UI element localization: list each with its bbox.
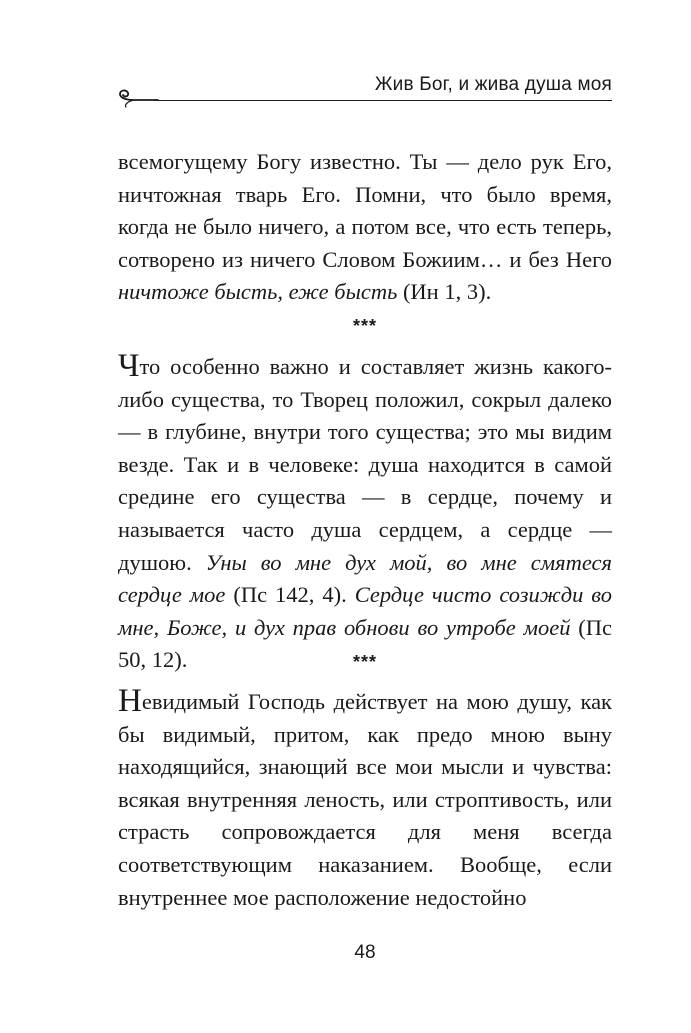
paragraph-1-reference: (Ин 1, 3). [397, 279, 492, 305]
page-number: 48 [354, 942, 376, 963]
scroll-ornament-icon [114, 86, 160, 110]
paragraph-2-italic-quote-2: Сердце чисто созижди во мне, Боже, и дух прав обнови во утробе моей [118, 582, 613, 640]
paragraph-2 [118, 350, 612, 677]
running-header [114, 70, 612, 110]
paragraph-1-italic-quote: ничтоже бысть, еже бысть [118, 279, 398, 305]
header-rule [154, 100, 612, 101]
section-separator-2: *** [352, 652, 377, 672]
running-title: Жив Бог, и жива душа моя [374, 74, 612, 95]
paragraph-3-text: евидимый Господь действует на мою душу, как бы видимый, притом, как предо мною выну находящийся, знающий все мои мысли и чувства: всякая внутренняя леность, или строптивость, или страсть сопровождается для меня всегда соответствующим наказанием. Вообще, если внутреннее мое расположение недостойно [118, 689, 612, 910]
paragraph-2-reference-2: (Пс 50, 12). [118, 614, 613, 673]
paragraph-2-text: то особенно важно и составляет жизнь какого-либо существа, то Творец положил, сокрыл далеко — в глубине, внутри того существа; это мы видим везде. Так и в человеке: душа находится в самой средине его существа — в сердце, почему и называется часто душа сердцем, а сердце — душою. [118, 354, 612, 575]
paragraph-2-italic-quote-1: Уны во мне дух мой, во мне смятеся сердце мое [118, 549, 612, 608]
paragraph-1-text: всемогущему Богу известно. Ты — дело рук Его, ничтожная тварь Его. Помни, что было время, когда не было ничего, а потом все, что есть теперь, сотворено из ничего Словом Божиим… и без Него [118, 149, 612, 272]
paragraph-2-dropcap: Ч [118, 348, 140, 384]
paragraph-1 [118, 146, 612, 309]
section-separator-1: *** [352, 316, 377, 336]
paragraph-3 [118, 685, 612, 914]
paragraph-2-reference-1: (Пс 142, 4). [225, 582, 355, 608]
paragraph-3-dropcap: Н [118, 683, 142, 719]
